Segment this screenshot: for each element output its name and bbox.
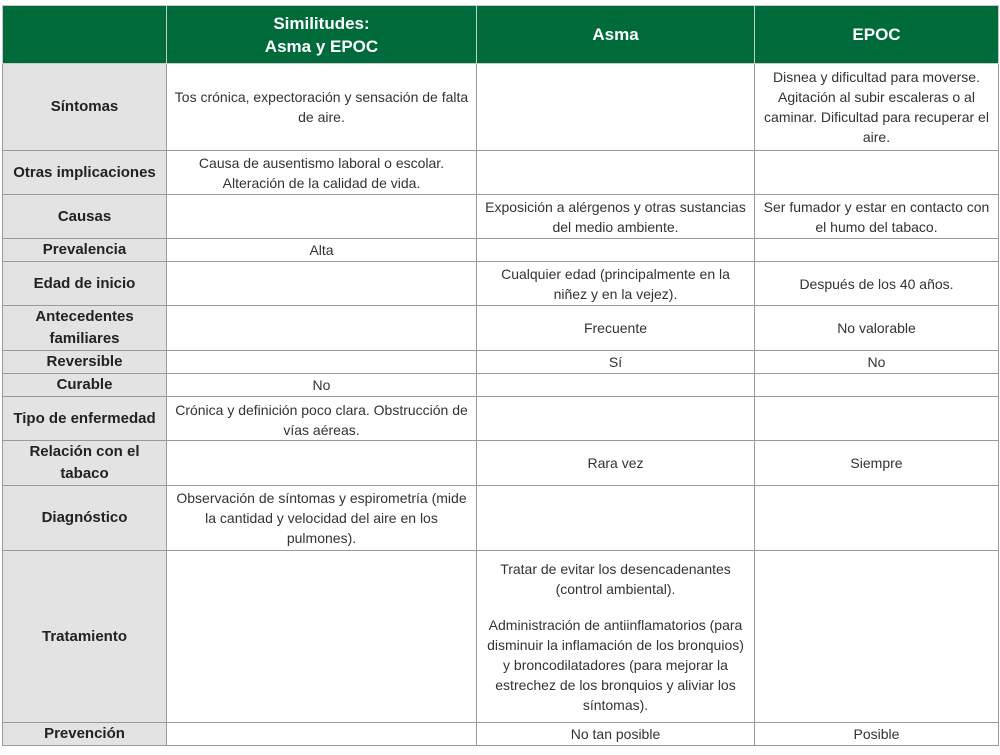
row-label-tratamiento: Tratamiento: [3, 551, 167, 723]
cell-epoc: [755, 239, 999, 262]
row-label-reversible: Reversible: [3, 351, 167, 374]
header-epoc: EPOC: [755, 6, 999, 64]
cell-asma: Cualquier edad (principalmente en la niñez y en la vejez).: [477, 262, 755, 306]
cell-asma: [477, 64, 755, 151]
cell-similitudes: [167, 441, 477, 486]
cell-epoc: [755, 374, 999, 397]
table-row: [3, 195, 999, 239]
row-label-prevalencia: Prevalencia: [3, 239, 167, 262]
table-row: [3, 723, 999, 746]
cell-similitudes: Observación de síntomas y espirometría (mide la cantidad y velocidad del aire en los pulmones).: [167, 486, 477, 551]
cell-asma: [477, 151, 755, 195]
row-label-sintomas: Síntomas: [3, 64, 167, 151]
cell-asma: Sí: [477, 351, 755, 374]
row-label-diagnostico: Diagnóstico: [3, 486, 167, 551]
row-label-antecedentes-familiares: Antecedentes familiares: [3, 306, 167, 351]
header-similitudes-line2: Asma y EPOC: [264, 36, 379, 56]
cell-asma: Exposición a alérgenos y otras sustancias del medio ambiente.: [477, 195, 755, 239]
cell-epoc: Ser fumador y estar en contacto con el humo del tabaco.: [755, 195, 999, 239]
tratamiento-asma-paragraph-2: Administración de antiinflamatorios (para disminuir la inflamación de los bronquios) y broncodilatadores (para mejorar la estrechez de los bronquios y aliviar los síntomas).: [487, 616, 744, 713]
row-label-causas: Causas: [3, 195, 167, 239]
cell-asma: [477, 239, 755, 262]
cell-similitudes: [167, 306, 477, 351]
header-row: [3, 6, 999, 64]
header-similitudes-line1: Similitudes:: [273, 13, 370, 33]
header-asma: Asma: [477, 6, 755, 64]
cell-asma: [477, 374, 755, 397]
table-row: [3, 397, 999, 441]
cell-similitudes: [167, 723, 477, 746]
table-row: [3, 351, 999, 374]
cell-asma: [477, 551, 755, 723]
row-label-prevencion: Prevención: [3, 723, 167, 746]
cell-epoc: [755, 151, 999, 195]
row-label-otras-implicaciones: Otras implicaciones: [3, 151, 167, 195]
cell-similitudes: Causa de ausentismo laboral o escolar. Alteración de la calidad de vida.: [167, 151, 477, 195]
table-row: [3, 151, 999, 195]
table-row: [3, 262, 999, 306]
cell-epoc: [755, 397, 999, 441]
cell-asma: [477, 397, 755, 441]
table-row: [3, 374, 999, 397]
tratamiento-asma-paragraph-1: Tratar de evitar los desencadenantes (control ambiental).: [500, 560, 731, 597]
table-row: [3, 441, 999, 486]
table-row: [3, 64, 999, 151]
table-row: [3, 551, 999, 723]
cell-epoc: [755, 551, 999, 723]
cell-epoc: Después de los 40 años.: [755, 262, 999, 306]
cell-epoc: No: [755, 351, 999, 374]
cell-similitudes: [167, 262, 477, 306]
cell-similitudes: Alta: [167, 239, 477, 262]
cell-epoc: No valorable: [755, 306, 999, 351]
table-row: [3, 239, 999, 262]
table-row: [3, 486, 999, 551]
cell-epoc: [755, 486, 999, 551]
cell-similitudes: Crónica y definición poco clara. Obstrucción de vías aéreas.: [167, 397, 477, 441]
comparison-table: [2, 5, 999, 746]
header-similitudes: [167, 6, 477, 64]
row-label-curable: Curable: [3, 374, 167, 397]
cell-similitudes: [167, 195, 477, 239]
cell-asma: No tan posible: [477, 723, 755, 746]
cell-similitudes: No: [167, 374, 477, 397]
cell-similitudes: [167, 351, 477, 374]
header-corner-cell: [3, 6, 167, 64]
comparison-table-container: [2, 5, 998, 746]
cell-similitudes: Tos crónica, expectoración y sensación de falta de aire.: [167, 64, 477, 151]
cell-epoc: Posible: [755, 723, 999, 746]
cell-epoc: Disnea y dificultad para moverse. Agitación al subir escaleras o al caminar. Dificultad para recuperar el aire.: [755, 64, 999, 151]
cell-similitudes: [167, 551, 477, 723]
cell-epoc: Siempre: [755, 441, 999, 486]
row-label-tipo-de-enfermedad: Tipo de enfermedad: [3, 397, 167, 441]
table-row: [3, 306, 999, 351]
row-label-relacion-con-el-tabaco: Relación con el tabaco: [3, 441, 167, 486]
cell-asma: Rara vez: [477, 441, 755, 486]
row-label-edad-de-inicio: Edad de inicio: [3, 262, 167, 306]
cell-asma: [477, 486, 755, 551]
cell-asma: Frecuente: [477, 306, 755, 351]
